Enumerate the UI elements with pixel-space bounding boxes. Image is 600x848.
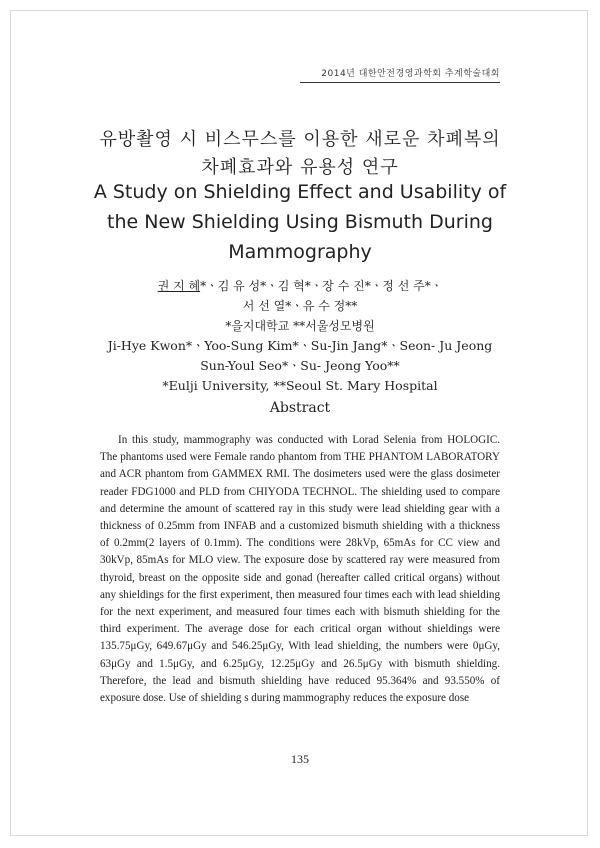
title-korean-line-2: 차폐효과와 유용성 연구: [201, 157, 399, 178]
header-rule: [300, 82, 500, 83]
abstract-paragraph: In this study, mammography was conducted with Lorad Selenia from HOLOGIC. The phantoms used were Female rando phantom from THE PHANTOM LABORATORY and ACR phantom from GAMMEX RMI. The dosimeters used were the glass dosimeter reader FDG1000 and PLD from CHIYODA TECHNOL. The shielding used to compare and determine the amount of scattered ray in this study were lead shielding gear with a thickness of 0.25mm from INFAB and a customized bismuth shielding with a thickness of 0.2mm(2 layers of 0.1mm). The conditions were 28kVp, 65mAs for CC view and 30kVp, 85mAs for MLO view. The exposure dose by scattered ray were measured from thyroid, breast on the opposite side and gonad (hereafter called critical organs) without any shieldings for the first experiment, then measured four times each with lead shielding for the next experiment, and measured four times each with bismuth shielding for the third experiment. The average dose for each critical organ without shieldings were 135.75μGy, 649.67μGy and 546.25μGy, With lead shielding, the numbers were 0μGy, 63μGy and 1.5μGy, and 6.25μGy, 12.25μGy and 26.5μGy with bismuth shielding. Therefore, the lead and bismuth shielding have reduced 95.364% and 93.550% of exposure dose. Use of shielding s during mammography reduces the exposure dose: [100, 434, 500, 705]
title-korean-line-1: 유방촬영 시 비스무스를 이용한 새로운 차폐복의: [99, 129, 501, 150]
first-author-korean: 권 지 혜: [157, 279, 201, 293]
affiliation-korean: *을지대학교 **서울성모병원: [225, 319, 375, 333]
abstract-body: [100, 432, 500, 707]
abstract-heading: Abstract: [269, 400, 331, 416]
title-english-line-2: the New Shielding Using Bismuth During: [107, 211, 493, 233]
authors-english-line-1: Ji-Hye Kwon*ㆍYoo-Sung Kim*ㆍSu-Jin Jang*ㆍSeon- Ju Jeong: [107, 338, 493, 353]
title-english-line-1: A Study on Shielding Effect and Usability of: [93, 181, 507, 203]
page-number: 135: [291, 752, 309, 766]
affiliation-english: *Eulji University, **Seoul St. Mary Hospital: [162, 378, 438, 393]
title-english-line-3: Mammography: [228, 241, 372, 263]
authors-english-line-2: Sun-Youl Seo*ㆍSu- Jeong Yoo**: [200, 358, 400, 373]
authors-korean-line-1-rest: *ㆍ김 유 성*ㆍ김 혁*ㆍ장 수 진*ㆍ정 선 주*ㆍ: [200, 279, 443, 293]
conference-header: 2014년 대한안전경영과학회 추계학술대회: [321, 69, 500, 79]
authors-korean-line-2: 서 선 열*ㆍ유 수 정**: [242, 299, 358, 313]
authors-korean-line-1: [0, 276, 600, 296]
